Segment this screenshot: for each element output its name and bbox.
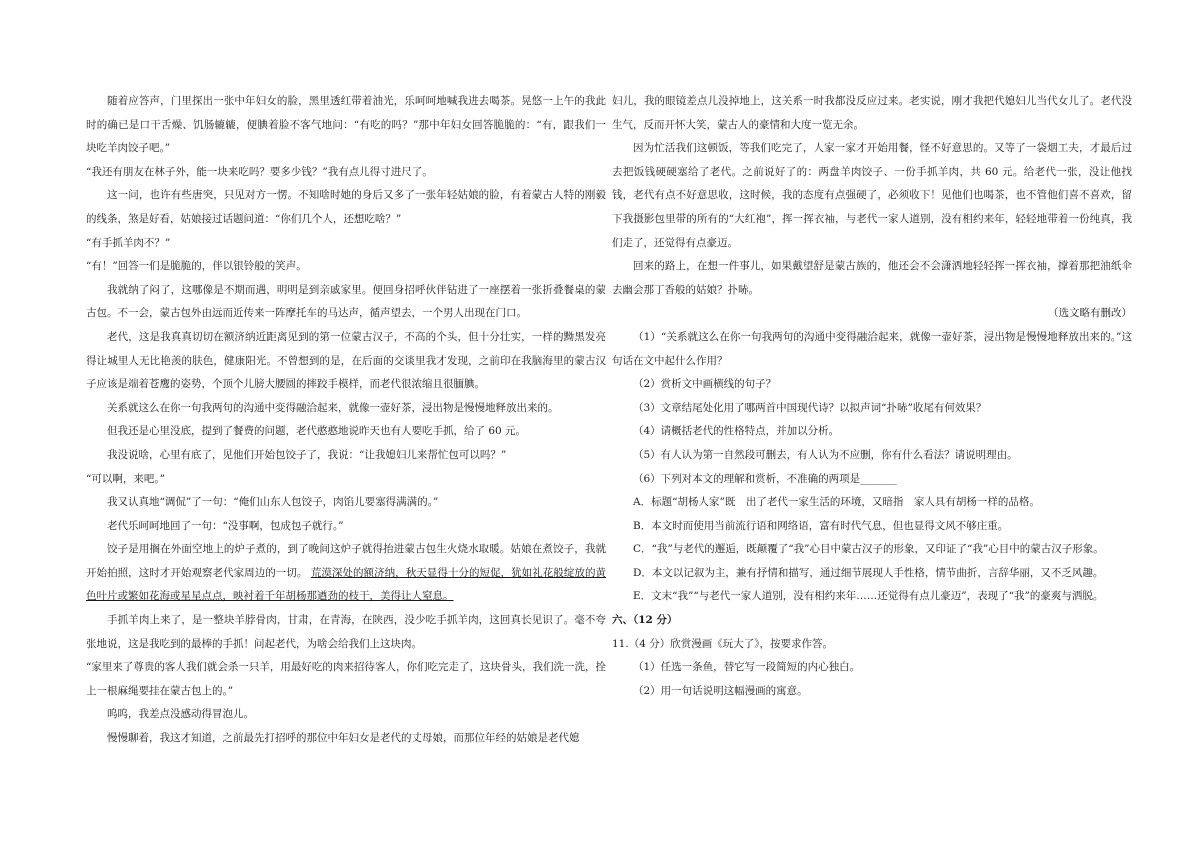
paragraph-text: 但我还是心里没底，提到了餐费的问题，老代憨憨地说昨天也有人要吃手抓，给了 60 元。 (107, 425, 527, 438)
paragraph-text: （2）用一句话说明这幅漫画的寓意。 (633, 684, 808, 697)
paragraph-text: C．“我”与老代的邂逅，既颠覆了“我”心目中蒙古汉子的形象，又印证了“我”心目中的蒙古汉子形象。 (633, 543, 1104, 556)
right-paragraph (612, 562, 1132, 586)
paragraph-text: E．文末“我”“与老代一家人道别，没有相约来年……还觉得有点儿豪迈”，表现了“我”的豪爽与洒脱。 (633, 590, 1104, 603)
left-paragraph (86, 420, 606, 444)
paragraph-text: 回来的路上，在想一件事儿，如果戴望舒是蒙古族的，他还会不会潇洒地轻轻挥一挥衣袖，撑着那把油纸伞去幽会那丁香般的姑娘？扑哧。 (612, 260, 1132, 296)
paragraph-text: “家里来了尊贵的客人我们就会杀一只羊，用最好吃的肉来招待客人，你们吃完走了，这块骨头，我们洗一洗，拴上一根麻绳要挂在蒙古包上的。” (86, 661, 606, 697)
right-paragraph (612, 397, 1132, 421)
paragraph-text: B．本文时而使用当前流行语和网络语，富有时代气息，但也显得文风不够庄重。 (633, 519, 1009, 532)
left-paragraph (86, 90, 606, 161)
right-paragraph (612, 491, 1132, 515)
paragraph-text: 妇儿，我的眼镜差点儿没掉地上，这关系一时我都没反应过来。老实说，刚才我把代媳妇儿当代女儿了。老代没生气，反而开怀大笑，蒙古人的豪情和大度一览无余。 (612, 95, 1132, 131)
right-paragraph (612, 326, 1132, 373)
right-paragraph (612, 633, 1132, 657)
right-paragraph (612, 609, 1132, 633)
paragraph-text: 呜呜，我差点没感动得冒泡儿。 (107, 708, 254, 721)
paragraph-text: 我就纳了闷了，这哪像是不期而遇，明明是到亲戚家里。便回身招呼伙伴钻进了一座摆着一张折叠餐桌的蒙古包。不一会，蒙古包外由远而近传来一阵摩托车的马达声，循声望去，一个男人出现在门口。 (86, 283, 606, 320)
paragraph-text: “可以啊，来吧。” (86, 472, 165, 485)
paragraph-text: 饺子是用搁在外面空地上的炉子煮的，到了晚间这炉子就得抬进蒙古包生火烧水取暖。姑娘在煮饺子，我就开始拍照，这时才开始观察老代家周边的一切。 (86, 543, 606, 579)
left-paragraph (86, 703, 606, 727)
paragraph-text: D．本文以记叙为主，兼有抒情和描写，通过细节展现人手性格，情节曲折，言辞华丽，又不乏风趣。 (633, 566, 1104, 579)
left-paragraph (86, 255, 606, 279)
right-paragraph (612, 680, 1132, 704)
right-paragraph (612, 585, 1132, 609)
paragraph-text: 关系就这么在你一句我两句的沟通中变得融洽起来，就像一壶好茶，浸出物是慢慢地释放出来的。 (107, 401, 559, 414)
right-paragraph (612, 444, 1132, 468)
left-paragraph (86, 184, 606, 231)
right-paragraph (612, 515, 1132, 539)
right-paragraph (612, 90, 1132, 137)
paragraph-text: （2）赏析文中画横线的句子？ (633, 378, 777, 391)
left-paragraph (86, 609, 606, 656)
paragraph-text: （1）任选一条鱼，替它写一段简短的内心独白。 (633, 661, 861, 674)
paragraph-text: 手抓羊肉上来了，是一整块羊脖骨肉，甘肃，在青海，在陕西，没少吃手抓羊肉，这回真长见识了。毫不夸张地说，这是我吃到的最棒的手抓！问起老代，为啥会给我们上这块肉。 (86, 614, 606, 650)
right-paragraph (612, 137, 1132, 255)
right-paragraph (612, 373, 1132, 397)
paragraph-text: （4）请概括老代的性格特点，并加以分析。 (633, 425, 840, 438)
paragraph-text: 因为忙活我们这顿饭，等我们吃完了，人家一家才开始用餐，怪不好意思的。又等了一袋烟工夫，才最后过去把饭钱硬硬塞给了老代。之前说好了的：两盘羊肉饺子、一份手抓羊肉，共 60 元。给老代一张，没让他找钱，老代有点不好意思收，这时候，我的态度有点强硬了，必须收下！见他们也喝茶，也不管他们喜不喜欢，留下我摄影包里带的所有的“大红袍”，挥一挥衣袖，与老代一家人道别，没有相约来年，轻轻地带着一份纯真，我们走了，还觉得有点豪迈。 (612, 142, 1132, 249)
left-paragraph (86, 656, 606, 703)
paragraph-text: （5）有人认为第一自然段可删去，有人认为不应删，你有什么看法？请说明理由。 (633, 448, 1018, 461)
paragraph-text: “有手抓羊肉不？” (86, 236, 171, 249)
left-paragraph (86, 397, 606, 421)
left-paragraph (86, 161, 606, 185)
left-paragraph (86, 515, 606, 539)
left-paragraph (86, 232, 606, 256)
paragraph-text: 11.（4 分）欣赏漫画《玩大了》，按要求作答。 (612, 637, 833, 650)
paragraph-text: 我没说啥，心里有底了，见他们开始包饺子了，我说：“让我媳妇儿来帮忙包可以吗？” (107, 448, 507, 461)
right-paragraph (612, 468, 1132, 492)
paragraph-text: “有！”回答一们是脆脆的，伴以银铃般的笑声。 (86, 260, 307, 273)
right-column (612, 90, 1132, 703)
right-paragraph (612, 538, 1132, 562)
left-paragraph (86, 279, 606, 326)
paragraph-text: 随着应答声，门里探出一张中年妇女的脸，黑里透红带着油光，乐呵呵地喊我进去喝茶。晃悠一上午的我此时的确已是口干舌燥、饥肠辘辘，便腆着脸不客气地问：“有吃的吗？”那中年妇女回答脆脆的：“有，跟我们一块吃羊肉饺子吧。” (86, 95, 606, 155)
paragraph-text: 慢慢聊着，我这才知道，之前最先打招呼的那位中年妇女是老代的丈母娘，而那位年经的姑娘是老代媳 (107, 732, 580, 745)
paragraph-text: （3）文章结尾处化用了哪两首中国现代诗？以拟声词“扑哧”收尾有何效果？ (633, 401, 987, 414)
left-paragraph (86, 491, 606, 515)
paragraph-text: “我还有朋友在林子外，能一块来吃吗？要多少钱？”我有点儿得寸进尺了。 (86, 165, 433, 178)
left-paragraph (86, 538, 606, 609)
right-paragraph (612, 656, 1132, 680)
left-paragraph (86, 326, 606, 397)
paragraph-text: 这一问，也许有些唐突，只见对方一愣。不知啥时她的身后又多了一张年轻姑娘的脸，有着蒙古人特的刚毅的线条，煞是好看，姑娘接过话题问道：“你们几个人，还想吃啥？” (86, 189, 606, 225)
paragraph-text: A．标题“胡杨人家”既 出了老代一家生活的环境，又暗指 家人具有胡杨一样的品格。 (633, 496, 1040, 509)
right-paragraph (612, 255, 1132, 302)
paragraph-text: 老代，这是我真真切切在额济纳近距离见到的第一位蒙古汉子，不高的个头，但十分壮实，一样的黝黑发亮得让城里人无比艳羡的肤色，健康阳光。不曾想到的是，在后面的交谈里我才发现，之前印在我脑海里的蒙古汉子应该是端着苍鹰的姿势，个顶个儿膀大腰圆的摔跤手模样，而老代很浓缩且很腼腆。 (86, 330, 606, 391)
left-paragraph (86, 727, 606, 751)
right-paragraph (612, 420, 1132, 444)
paragraph-text: （6）下列对本文的理解和赏析，不准确的两项是_______ (633, 472, 897, 485)
left-paragraph (86, 468, 606, 492)
left-column (86, 90, 606, 751)
paragraph-text: 老代乐呵呵地回了一句：“没事啊，包成包子就行。” (107, 519, 344, 532)
paragraph-text: （选文略有删改） (1048, 307, 1132, 320)
paragraph-text: 六、（12 分） (612, 614, 678, 627)
left-paragraph (86, 444, 606, 468)
underlined-sentence: 荒漠深处的额济纳，秋天显得十分的短促，犹如礼花般绽放的黄色叶片或繁如花海或星星点点，映衬着千年胡杨那遒劲的枝干，美得让人窒息。 (86, 566, 607, 603)
paragraph-text: （1）“关系就这么在你一句我两句的沟通中变得融洽起来，就像一壶好茶，浸出物是慢慢地释放出来的。”这句话在文中起什么作用？ (612, 330, 1132, 367)
paragraph-text: 我又认真地“调侃”了一句：“俺们山东人包饺子，肉馅儿要塞得满满的。” (107, 496, 439, 509)
right-paragraph (612, 302, 1132, 326)
